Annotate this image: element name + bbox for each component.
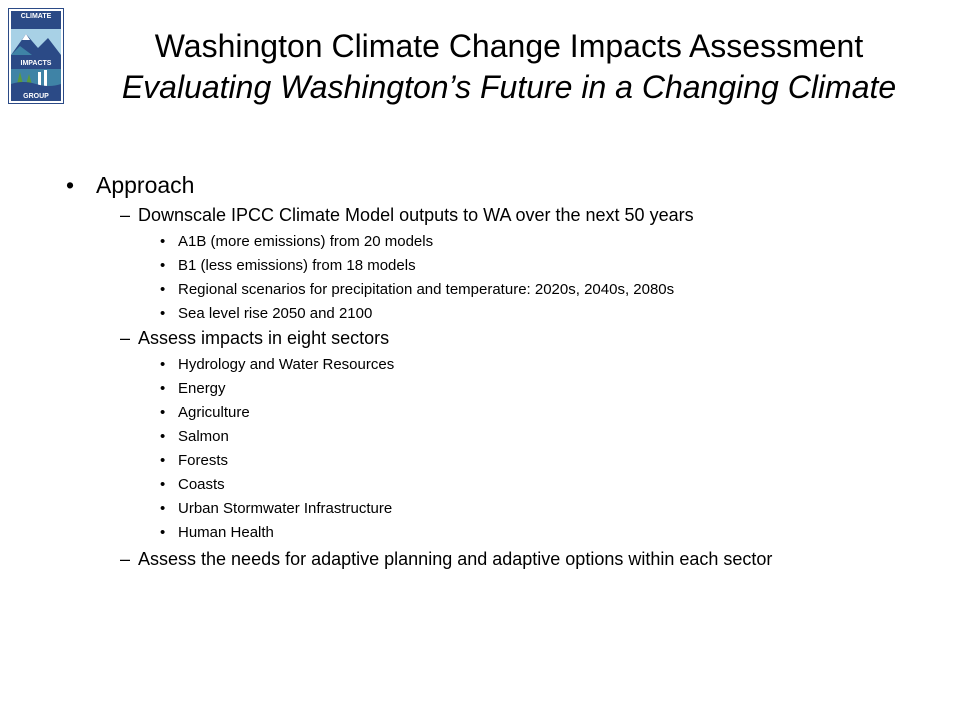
list-item: Human Health (178, 524, 274, 541)
bullet-icon: • (160, 524, 166, 541)
list-item: Coasts (178, 476, 225, 493)
list-item: Salmon (178, 428, 229, 445)
bullet-icon: • (160, 305, 166, 322)
list-item: Sea level rise 2050 and 2100 (178, 305, 373, 322)
list-item: Regional scenarios for precipitation and temperature: 2020s, 2040s, 2080s (178, 281, 675, 298)
bullet-icon: • (160, 356, 166, 373)
dash-icon: – (120, 205, 131, 225)
bullet-icon: • (160, 404, 166, 421)
logo-word-group: GROUP (23, 93, 49, 100)
list-item: A1B (more emissions) from 20 models (178, 233, 434, 250)
bullet-icon: • (160, 380, 166, 397)
outline-item-adaptive: Assess the needs for adaptive planning and adaptive options within each sector (138, 549, 773, 569)
dash-icon: – (120, 549, 131, 569)
bullet-icon: • (160, 476, 166, 493)
logo-word-climate: CLIMATE (20, 13, 52, 20)
bullet-icon: • (160, 428, 166, 445)
logo-word-impacts: IMPACTS (20, 60, 52, 67)
heading-approach: Approach (96, 172, 195, 198)
list-item: Energy (178, 380, 226, 397)
list-item: Hydrology and Water Resources (178, 356, 395, 373)
list-item: Forests (178, 452, 229, 469)
bullet-icon: • (160, 281, 166, 298)
list-item: Urban Stormwater Infrastructure (178, 500, 393, 517)
title-main: Washington Climate Change Impacts Assessment (154, 28, 864, 64)
bullet-icon: • (160, 233, 166, 250)
list-item: B1 (less emissions) from 18 models (178, 257, 416, 274)
title-subtitle: Evaluating Washington’s Future in a Changing Climate (121, 69, 897, 105)
outline-item-sectors: Assess impacts in eight sectors (138, 328, 390, 348)
outline-item-downscale: Downscale IPCC Climate Model outputs to WA over the next 50 years (138, 205, 694, 225)
bullet-icon: • (160, 452, 166, 469)
list-item: Agriculture (178, 404, 250, 421)
bullet-icon: • (160, 500, 166, 517)
dash-icon: – (120, 328, 131, 348)
bullet-icon: • (66, 172, 75, 198)
bullet-icon: • (160, 257, 166, 274)
